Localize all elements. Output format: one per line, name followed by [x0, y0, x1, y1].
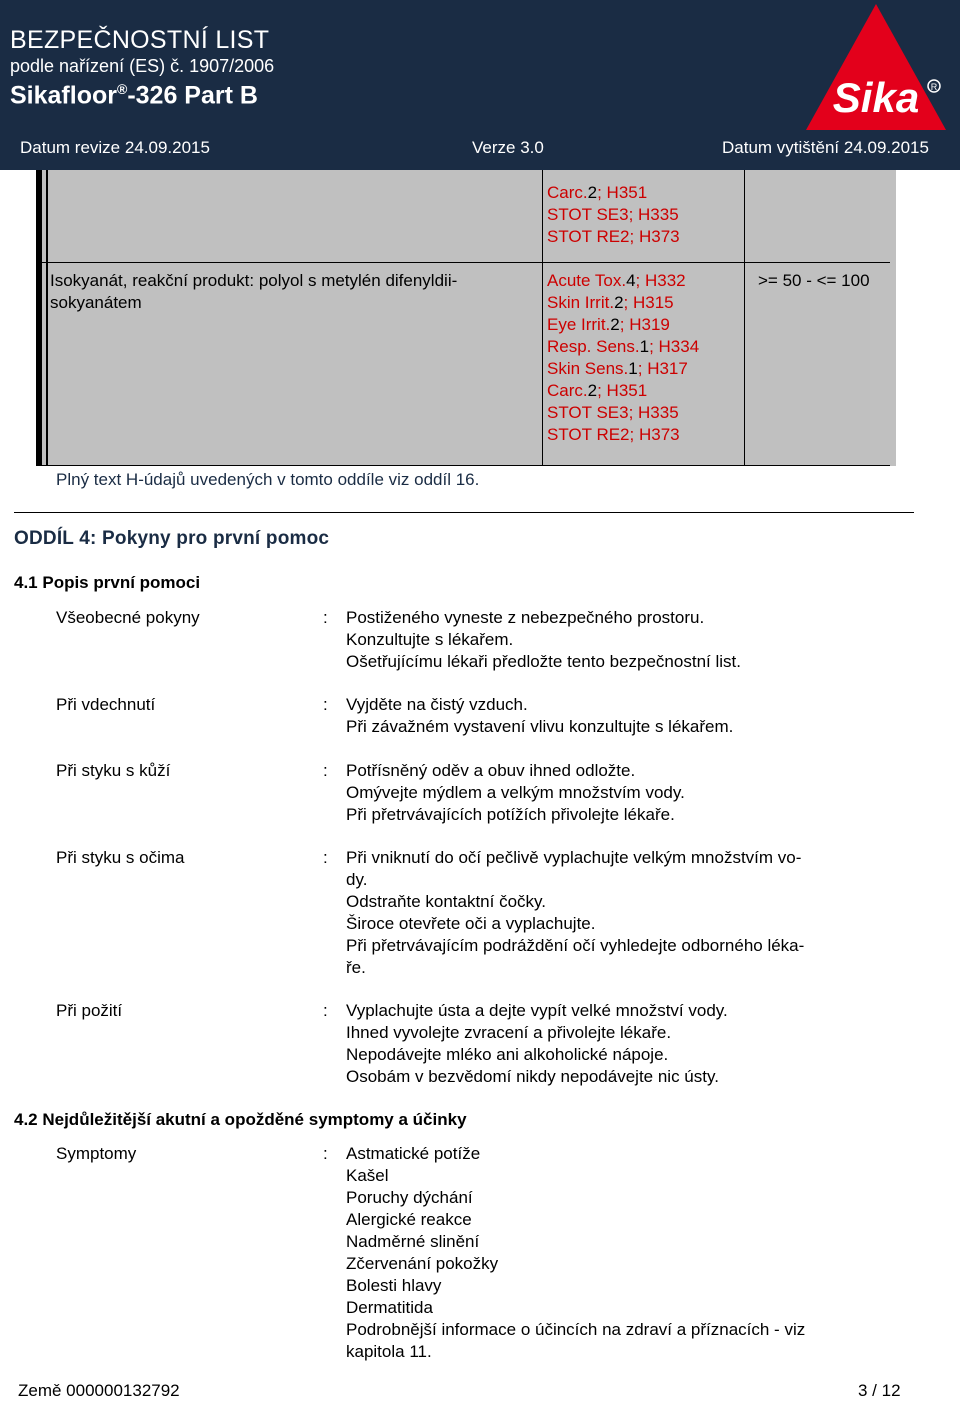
general-advice-text: Postiženého vyneste z nebezpečného prostoru. Konzultujte s lékařem. Ošetřujícímu lékaři předložte tento bezpečnostní list. [346, 608, 741, 671]
hazard-line: Carc.2; H351 [547, 381, 648, 400]
colon-separator: : [323, 1001, 328, 1020]
colon-separator: : [323, 1144, 328, 1163]
row-divider [42, 262, 890, 263]
svg-text:Sika: Sika [832, 74, 920, 121]
hazard-line: Eye Irrit.2; H319 [547, 315, 670, 334]
table-row-1-hazards [547, 182, 680, 248]
product-name-base: Sikafloor [10, 81, 117, 110]
ingestion-text: Vyplachujte ústa a dejte vypít velké množství vody. Ihned vyvolejte zvracení a přivolejte lékaře. Nepodávejte mléko ani alkoholické nápoje. Osobám v bezvědomí nikdy nepodávejte nic ústy. [346, 1001, 728, 1086]
skin-contact-text: Potřísněný oděv a obuv ihned odložte. Omývejte mýdlem a velkým množstvím vody. Při přetrvávajících potížích přivolejte lékaře. [346, 761, 685, 824]
document-title: BEZPEČNOSTNÍ LIST [10, 26, 270, 54]
hazard-line: STOT SE3; H335 [547, 403, 679, 422]
hazard-line: STOT SE3; H335 [547, 205, 679, 224]
regulation-text: podle nařízení (ES) č. 1907/2006 [10, 56, 275, 76]
row-divider [42, 465, 890, 466]
revision-date: Datum revize 24.09.2015 [20, 138, 210, 157]
registered-mark: ® [116, 81, 128, 97]
column-divider [744, 170, 745, 466]
version-number: Verze 3.0 [472, 138, 544, 157]
footer-country-code: Země 000000132792 [18, 1381, 180, 1400]
hazard-line: Skin Sens.1; H317 [547, 359, 688, 378]
component-name: Isokyanát, reakční produkt: polyol s metylén difenyldii- sokyanátem [50, 271, 458, 312]
print-date: Datum vytištění 24.09.2015 [722, 138, 929, 157]
ingestion-label: Při požití [56, 1001, 123, 1020]
hazard-line: Skin Irrit.2; H315 [547, 293, 674, 312]
section-divider [14, 512, 914, 513]
table-row-2-hazards [547, 270, 699, 446]
hazard-line: Resp. Sens.1; H334 [547, 337, 700, 356]
eye-contact-text: Při vniknutí do očí pečlivě vyplachujte velkým množstvím vo- dy. Odstraňte kontaktní čočky. Široce otevřete oči a vyplachujte. Při přetrvávajícím podráždění očí vyhledejte odborného léka- ře. [346, 848, 805, 977]
hazard-line: STOT RE2; H373 [547, 227, 680, 246]
column-divider [542, 170, 543, 466]
symptoms-list: Astmatické potíže Kašel Poruchy dýchání Alergické reakce Nadměrné slinění Zčervenání pokožky Bolesti hlavy Dermatitida Podrobnější informace o účincích na zdraví a příznacích - viz kapitola 11. [346, 1144, 806, 1361]
subsection-title-4-1: 4.1 Popis první pomoci [14, 573, 201, 592]
hazard-line: Carc.2; H351 [547, 183, 648, 202]
footer-page-number: 3 / 12 [858, 1381, 901, 1400]
svg-text:R: R [930, 82, 938, 92]
h-statements-note: Plný text H-údajů uvedených v tomto oddíle viz oddíl 16. [56, 470, 480, 489]
skin-contact-label: Při styku s kůží [56, 761, 171, 780]
product-name [10, 81, 258, 110]
hazard-line: Acute Tox.4; H332 [547, 271, 686, 290]
general-advice-label: Všeobecné pokyny [56, 608, 200, 627]
subsection-title-4-2: 4.2 Nejdůležitější akutní a opožděné symptomy a účinky [14, 1110, 467, 1129]
composition-table [36, 170, 896, 466]
section-title: ODDÍL 4: Pokyny pro první pomoc [14, 528, 330, 549]
inhalation-label: Při vdechnutí [56, 695, 156, 714]
eye-contact-label: Při styku s očima [56, 848, 185, 867]
colon-separator: : [323, 608, 328, 627]
concentration-range: >= 50 - <= 100 [758, 271, 870, 290]
colon-separator: : [323, 761, 328, 780]
colon-separator: : [323, 848, 328, 867]
colon-separator: : [323, 695, 328, 714]
inhalation-text: Vyjděte na čistý vzduch. Při závažném vystavení vlivu konzultujte s lékařem. [346, 695, 734, 736]
hazard-line: STOT RE2; H373 [547, 425, 680, 444]
table-inner-border [46, 170, 48, 466]
symptoms-label: Symptomy [56, 1144, 137, 1163]
sika-logo [806, 4, 946, 130]
document-header [0, 0, 960, 170]
product-name-suffix: -326 Part B [127, 81, 258, 110]
